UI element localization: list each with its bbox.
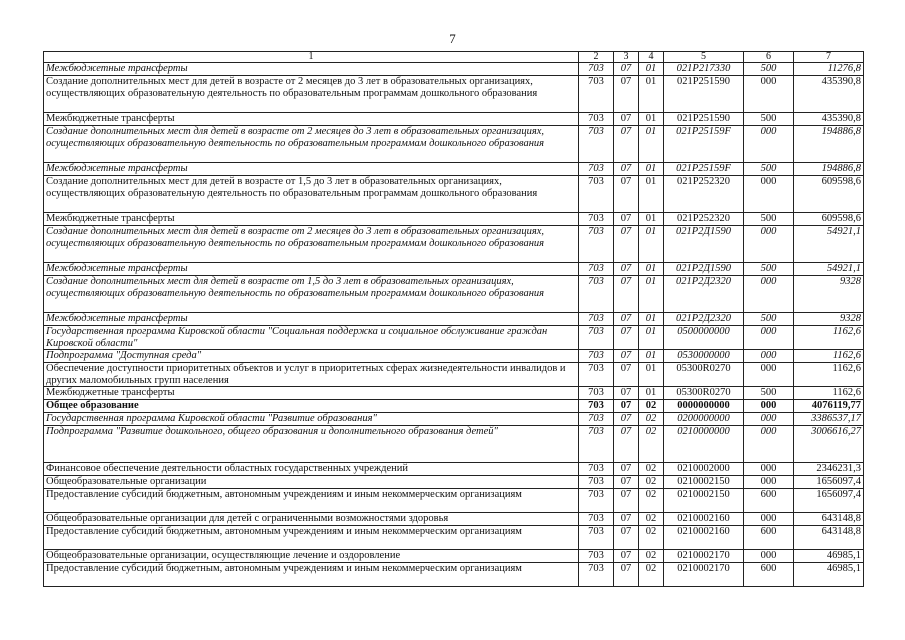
table-row — [44, 400, 864, 413]
item-name-cell: Межбюджетные трансферты — [44, 387, 579, 400]
subsection-code-cell: 02 — [639, 513, 664, 526]
expense-type-cell: 000 — [744, 463, 794, 476]
expense-type-cell: 600 — [744, 489, 794, 513]
amount-cell: 435390,8 — [794, 113, 864, 126]
section-code-cell: 07 — [614, 163, 639, 176]
expense-type-cell: 000 — [744, 126, 794, 163]
target-article-cell: 0210002170 — [664, 550, 744, 563]
section-code-cell: 07 — [614, 226, 639, 263]
amount-cell: 1162,6 — [794, 350, 864, 363]
subsection-code-cell: 01 — [639, 126, 664, 163]
section-code-cell: 07 — [614, 176, 639, 213]
amount-cell: 3006616,27 — [794, 426, 864, 463]
table-row — [44, 163, 864, 176]
item-name-cell: Подпрограмма "Развитие дошкольного, общего образования и дополнительного образования детей" — [44, 426, 579, 463]
ministry-code-cell: 703 — [579, 363, 614, 387]
item-name-cell: Межбюджетные трансферты — [44, 63, 579, 76]
subsection-code-cell: 02 — [639, 463, 664, 476]
subsection-code-cell: 01 — [639, 113, 664, 126]
expense-type-cell: 000 — [744, 176, 794, 213]
subsection-code-cell: 02 — [639, 550, 664, 563]
expense-type-cell: 000 — [744, 350, 794, 363]
amount-cell: 46985,1 — [794, 550, 864, 563]
expense-type-cell: 600 — [744, 526, 794, 550]
target-article-cell: 0210002170 — [664, 563, 744, 587]
expense-type-cell: 000 — [744, 513, 794, 526]
item-name-cell: Предоставление субсидий бюджетным, автономным учреждениям и иным некоммерческим организациям — [44, 526, 579, 550]
item-name-cell: Межбюджетные трансферты — [44, 163, 579, 176]
section-code-cell: 07 — [614, 326, 639, 350]
target-article-cell: 021P2Д2320 — [664, 276, 744, 313]
section-code-cell: 07 — [614, 126, 639, 163]
subsection-code-cell: 02 — [639, 413, 664, 426]
subsection-code-cell: 01 — [639, 163, 664, 176]
ministry-code-cell: 703 — [579, 276, 614, 313]
subsection-code-cell: 01 — [639, 350, 664, 363]
subsection-code-cell: 01 — [639, 276, 664, 313]
table-body — [44, 52, 864, 587]
section-code-cell: 07 — [614, 63, 639, 76]
table-row — [44, 489, 864, 513]
ministry-code-cell: 703 — [579, 213, 614, 226]
subsection-code-cell: 01 — [639, 326, 664, 350]
target-article-cell: 021P2Д2320 — [664, 313, 744, 326]
ministry-code-cell: 703 — [579, 63, 614, 76]
table-row — [44, 363, 864, 387]
expense-type-cell: 000 — [744, 476, 794, 489]
ministry-code-cell: 703 — [579, 126, 614, 163]
target-article-cell: 05300R0270 — [664, 363, 744, 387]
expense-type-cell: 000 — [744, 400, 794, 413]
ministry-code-cell: 703 — [579, 413, 614, 426]
table-row — [44, 313, 864, 326]
section-code-cell: 07 — [614, 276, 639, 313]
header-cell: 2 — [579, 52, 614, 63]
table-row — [44, 476, 864, 489]
section-code-cell: 07 — [614, 113, 639, 126]
expense-type-cell: 600 — [744, 563, 794, 587]
ministry-code-cell: 703 — [579, 489, 614, 513]
item-name-cell: Предоставление субсидий бюджетным, автономным учреждениям и иным некоммерческим организациям — [44, 563, 579, 587]
expense-type-cell: 000 — [744, 276, 794, 313]
target-article-cell: 021P217330 — [664, 63, 744, 76]
section-code-cell: 07 — [614, 550, 639, 563]
item-name-cell: Общеобразовательные организации, осуществляющие лечение и оздоровление — [44, 550, 579, 563]
section-code-cell: 07 — [614, 213, 639, 226]
item-name-cell: Межбюджетные трансферты — [44, 213, 579, 226]
subsection-code-cell: 02 — [639, 526, 664, 550]
section-code-cell: 07 — [614, 387, 639, 400]
ministry-code-cell: 703 — [579, 526, 614, 550]
subsection-code-cell: 01 — [639, 313, 664, 326]
expense-type-cell: 500 — [744, 213, 794, 226]
target-article-cell: 021P25159F — [664, 163, 744, 176]
target-article-cell: 021P25159F — [664, 126, 744, 163]
header-cell: 5 — [664, 52, 744, 63]
section-code-cell: 07 — [614, 476, 639, 489]
target-article-cell: 0000000000 — [664, 400, 744, 413]
expense-type-cell: 000 — [744, 363, 794, 387]
expense-type-cell: 000 — [744, 426, 794, 463]
target-article-cell: 0210002150 — [664, 489, 744, 513]
subsection-code-cell: 02 — [639, 563, 664, 587]
table-row — [44, 176, 864, 213]
header-cell: 3 — [614, 52, 639, 63]
target-article-cell: 0210002160 — [664, 513, 744, 526]
subsection-code-cell: 01 — [639, 63, 664, 76]
table-row — [44, 563, 864, 587]
ministry-code-cell: 703 — [579, 563, 614, 587]
table-row — [44, 413, 864, 426]
table-row — [44, 113, 864, 126]
amount-cell: 46985,1 — [794, 563, 864, 587]
target-article-cell: 021P2Д1590 — [664, 226, 744, 263]
amount-cell: 609598,6 — [794, 176, 864, 213]
page-number: 7 — [449, 31, 456, 46]
expense-type-cell: 000 — [744, 326, 794, 350]
expense-type-cell: 000 — [744, 76, 794, 113]
expense-type-cell: 500 — [744, 263, 794, 276]
section-code-cell: 07 — [614, 426, 639, 463]
header-cell: 1 — [44, 52, 579, 63]
target-article-cell: 0200000000 — [664, 413, 744, 426]
section-code-cell: 07 — [614, 313, 639, 326]
section-code-cell: 07 — [614, 350, 639, 363]
ministry-code-cell: 703 — [579, 350, 614, 363]
amount-cell: 609598,6 — [794, 213, 864, 226]
item-name-cell: Межбюджетные трансферты — [44, 313, 579, 326]
ministry-code-cell: 703 — [579, 326, 614, 350]
target-article-cell: 0210000000 — [664, 426, 744, 463]
amount-cell: 11276,8 — [794, 63, 864, 76]
subsection-code-cell: 01 — [639, 176, 664, 213]
expense-type-cell: 000 — [744, 550, 794, 563]
item-name-cell: Финансовое обеспечение деятельности областных государственных учреждений — [44, 463, 579, 476]
target-article-cell: 021P251590 — [664, 76, 744, 113]
amount-cell: 4076119,77 — [794, 400, 864, 413]
subsection-code-cell: 02 — [639, 489, 664, 513]
subsection-code-cell: 02 — [639, 426, 664, 463]
item-name-cell: Общее образование — [44, 400, 579, 413]
ministry-code-cell: 703 — [579, 226, 614, 263]
ministry-code-cell: 703 — [579, 113, 614, 126]
target-article-cell: 021P251590 — [664, 113, 744, 126]
expense-type-cell: 000 — [744, 226, 794, 263]
table-row — [44, 326, 864, 350]
table-row — [44, 387, 864, 400]
item-name-cell: Создание дополнительных мест для детей в возрасте от 2 месяцев до 3 лет в образовательных организациях, осуществляющих образовательную деятельность по образовательным программам дошкольного образования — [44, 76, 579, 113]
table-row — [44, 513, 864, 526]
item-name-cell: Обеспечение доступности приоритетных объектов и услуг в приоритетных сферах жизнедеятельности инвалидов и других маломобильных групп населения — [44, 363, 579, 387]
item-name-cell: Государственная программа Кировской области "Развитие образования" — [44, 413, 579, 426]
table-row — [44, 226, 864, 263]
table-row — [44, 276, 864, 313]
ministry-code-cell: 703 — [579, 313, 614, 326]
table-row — [44, 526, 864, 550]
ministry-code-cell: 703 — [579, 263, 614, 276]
ministry-code-cell: 703 — [579, 400, 614, 413]
ministry-code-cell: 703 — [579, 176, 614, 213]
section-code-cell: 07 — [614, 489, 639, 513]
header-cell: 6 — [744, 52, 794, 63]
expense-type-cell: 500 — [744, 63, 794, 76]
target-article-cell: 021P2Д1590 — [664, 263, 744, 276]
table-row — [44, 463, 864, 476]
item-name-cell: Государственная программа Кировской области "Социальная поддержка и социальное обслуживание граждан Кировской области" — [44, 326, 579, 350]
table-row — [44, 63, 864, 76]
table-row — [44, 350, 864, 363]
item-name-cell: Общеобразовательные организации для детей с ограниченными возможностями здоровья — [44, 513, 579, 526]
section-code-cell: 07 — [614, 76, 639, 113]
expense-type-cell: 500 — [744, 113, 794, 126]
amount-cell: 643148,8 — [794, 513, 864, 526]
subsection-code-cell: 01 — [639, 263, 664, 276]
subsection-code-cell: 02 — [639, 400, 664, 413]
amount-cell: 2346231,3 — [794, 463, 864, 476]
subsection-code-cell: 02 — [639, 476, 664, 489]
item-name-cell: Подпрограмма "Доступная среда" — [44, 350, 579, 363]
target-article-cell: 0210002150 — [664, 476, 744, 489]
item-name-cell: Создание дополнительных мест для детей в возрасте от 1,5 до 3 лет в образовательных организациях, осуществляющих образовательную деятельность по образовательным программам дошкольного образования — [44, 276, 579, 313]
section-code-cell: 07 — [614, 363, 639, 387]
ministry-code-cell: 703 — [579, 163, 614, 176]
budget-table — [43, 51, 864, 587]
target-article-cell: 05300R0270 — [664, 387, 744, 400]
target-article-cell: 0210002000 — [664, 463, 744, 476]
amount-cell: 1162,6 — [794, 363, 864, 387]
target-article-cell: 0210002160 — [664, 526, 744, 550]
item-name-cell: Предоставление субсидий бюджетным, автономным учреждениям и иным некоммерческим организациям — [44, 489, 579, 513]
table-row — [44, 550, 864, 563]
item-name-cell: Межбюджетные трансферты — [44, 263, 579, 276]
amount-cell: 9328 — [794, 276, 864, 313]
expense-type-cell: 500 — [744, 163, 794, 176]
amount-cell: 194886,8 — [794, 126, 864, 163]
section-code-cell: 07 — [614, 463, 639, 476]
item-name-cell: Создание дополнительных мест для детей в возрасте от 2 месяцев до 3 лет в образовательных организациях, осуществляющих образовательную деятельность по образовательным программам дошкольного образования — [44, 226, 579, 263]
subsection-code-cell: 01 — [639, 76, 664, 113]
table-row — [44, 126, 864, 163]
subsection-code-cell: 01 — [639, 387, 664, 400]
amount-cell: 435390,8 — [794, 76, 864, 113]
ministry-code-cell: 703 — [579, 426, 614, 463]
amount-cell: 1656097,4 — [794, 476, 864, 489]
header-row — [44, 52, 864, 63]
amount-cell: 3386537,17 — [794, 413, 864, 426]
table-row — [44, 213, 864, 226]
header-cell: 7 — [794, 52, 864, 63]
item-name-cell: Межбюджетные трансферты — [44, 113, 579, 126]
header-cell: 4 — [639, 52, 664, 63]
section-code-cell: 07 — [614, 563, 639, 587]
section-code-cell: 07 — [614, 263, 639, 276]
subsection-code-cell: 01 — [639, 363, 664, 387]
section-code-cell: 07 — [614, 526, 639, 550]
target-article-cell: 0500000000 — [664, 326, 744, 350]
amount-cell: 1162,6 — [794, 387, 864, 400]
amount-cell: 1656097,4 — [794, 489, 864, 513]
target-article-cell: 021P252320 — [664, 213, 744, 226]
expense-type-cell: 500 — [744, 313, 794, 326]
subsection-code-cell: 01 — [639, 226, 664, 263]
subsection-code-cell: 01 — [639, 213, 664, 226]
item-name-cell: Общеобразовательные организации — [44, 476, 579, 489]
ministry-code-cell: 703 — [579, 550, 614, 563]
ministry-code-cell: 703 — [579, 463, 614, 476]
target-article-cell: 0530000000 — [664, 350, 744, 363]
item-name-cell: Создание дополнительных мест для детей в возрасте от 2 месяцев до 3 лет в образовательных организациях, осуществляющих образовательную деятельность по образовательным программам дошкольного образования — [44, 126, 579, 163]
amount-cell: 54921,1 — [794, 263, 864, 276]
ministry-code-cell: 703 — [579, 387, 614, 400]
ministry-code-cell: 703 — [579, 513, 614, 526]
target-article-cell: 021P252320 — [664, 176, 744, 213]
ministry-code-cell: 703 — [579, 76, 614, 113]
table-row — [44, 76, 864, 113]
table-row — [44, 426, 864, 463]
section-code-cell: 07 — [614, 413, 639, 426]
amount-cell: 9328 — [794, 313, 864, 326]
section-code-cell: 07 — [614, 400, 639, 413]
expense-type-cell: 000 — [744, 413, 794, 426]
table-row — [44, 263, 864, 276]
amount-cell: 194886,8 — [794, 163, 864, 176]
item-name-cell: Создание дополнительных мест для детей в возрасте от 1,5 до 3 лет в образовательных организациях, осуществляющих образовательную деятельность по образовательным программам дошкольного образования — [44, 176, 579, 213]
section-code-cell: 07 — [614, 513, 639, 526]
amount-cell: 54921,1 — [794, 226, 864, 263]
expense-type-cell: 500 — [744, 387, 794, 400]
amount-cell: 643148,8 — [794, 526, 864, 550]
amount-cell: 1162,6 — [794, 326, 864, 350]
ministry-code-cell: 703 — [579, 476, 614, 489]
